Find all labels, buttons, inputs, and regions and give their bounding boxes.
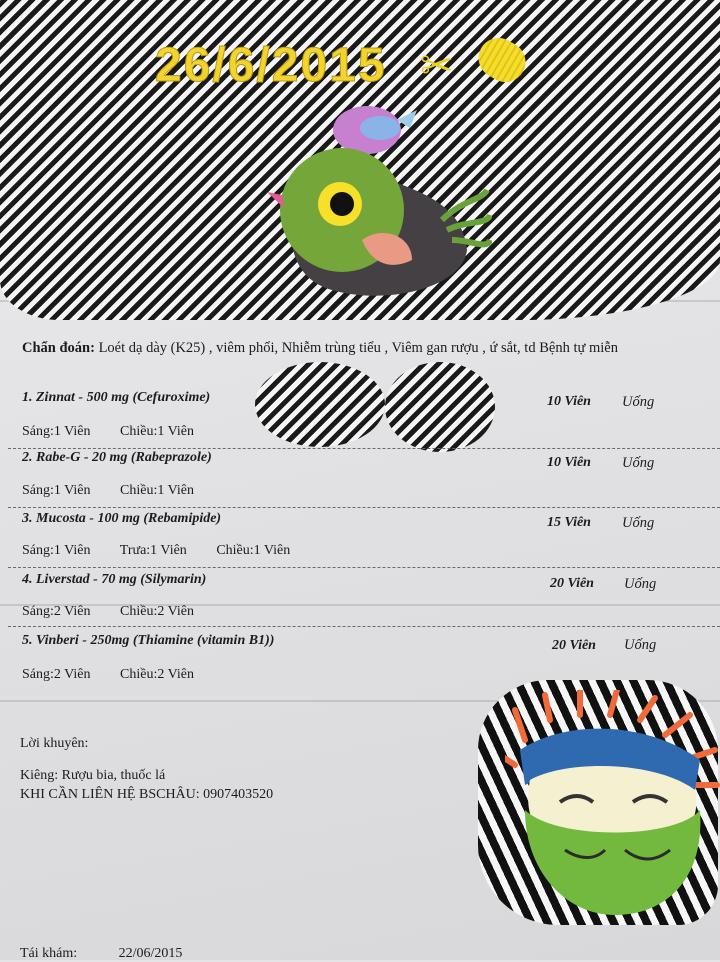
medication-quantity: 10 Viên [547,455,591,470]
dosage-line [22,483,220,499]
medication-quantity: 15 Viên [547,515,591,530]
dose-morning: Sáng:2 Viên [22,667,91,682]
dosage-line [22,543,316,559]
pink-bird-wing [360,116,400,140]
followup-date: 22/06/2015 [118,946,183,961]
dose-morning: Sáng:1 Viên [22,424,91,439]
medication-quantity: 20 Viên [552,638,596,653]
medication-route: Uống [622,455,655,471]
green-bird-sticker [262,100,492,310]
striped-blot-sticker [385,362,495,452]
doctor-contact: KHI CẦN LIÊN HỆ BSCHÂU: 0907403520 [20,787,274,802]
advice-label: Lời khuyên: [20,736,89,751]
dose-evening: Chiều:1 Viên [216,543,291,558]
dose-evening: Chiều:1 Viên [120,483,194,498]
medication-name: 3. Mucosta - 100 mg (Rebamipide) [22,511,222,526]
dose-evening: Chiều:2 Viên [120,604,194,619]
medication-route: Uống [624,576,657,592]
separator-line [8,448,720,449]
medication-name: 4. Liverstad - 70 mg (Silymarin) [22,572,207,587]
dose-morning: Sáng:2 Viên [22,604,91,619]
dose-morning: Sáng:1 Viên [22,543,91,558]
owl-sticker [505,690,720,925]
medication-quantity: 10 Viên [547,394,591,409]
diagnosis-text: Loét dạ dày (K25) , viêm phổi, Nhiễm trùng tiểu , Viêm gan rượu , ứ sắt, td Bệnh tự miễn [98,340,618,356]
medication-name: 5. Vinberi - 250mg (Thiamine (vitamin B1)) [22,633,275,648]
followup-label: Tái khám: [20,946,78,961]
dose-evening: Chiều:1 Viên [120,424,194,439]
dose-evening: Chiều:2 Viên [120,667,194,682]
diagnosis-label: Chẩn đoán: [22,340,95,356]
separator-line [8,507,720,508]
medication-route: Uống [622,515,655,531]
scissors-icon: ✂ [420,43,454,88]
dose-morning: Sáng:1 Viên [22,483,91,498]
medication-route: Uống [622,394,655,410]
dosage-line [22,604,220,620]
bird-eye-pupil [330,192,354,216]
separator-line [8,626,720,627]
abstain-note: Kiêng: Rượu bia, thuốc lá [20,768,166,783]
diagnosis-line [22,340,618,357]
dosage-line [22,667,220,683]
medication-route: Uống [624,637,657,653]
medication-name: 1. Zinnat - 500 mg (Cefuroxime) [22,390,211,405]
date-stamp: 26/6/2015 [155,39,387,92]
dosage-line [22,424,220,440]
dose-noon: Trưa:1 Viên [119,543,187,558]
medication-name: 2. Rabe-G - 20 mg (Rabeprazole) [22,450,212,465]
bird-beak [267,192,284,208]
medication-quantity: 20 Viên [550,576,594,591]
separator-line [8,567,720,568]
striped-blot-sticker [255,362,385,447]
